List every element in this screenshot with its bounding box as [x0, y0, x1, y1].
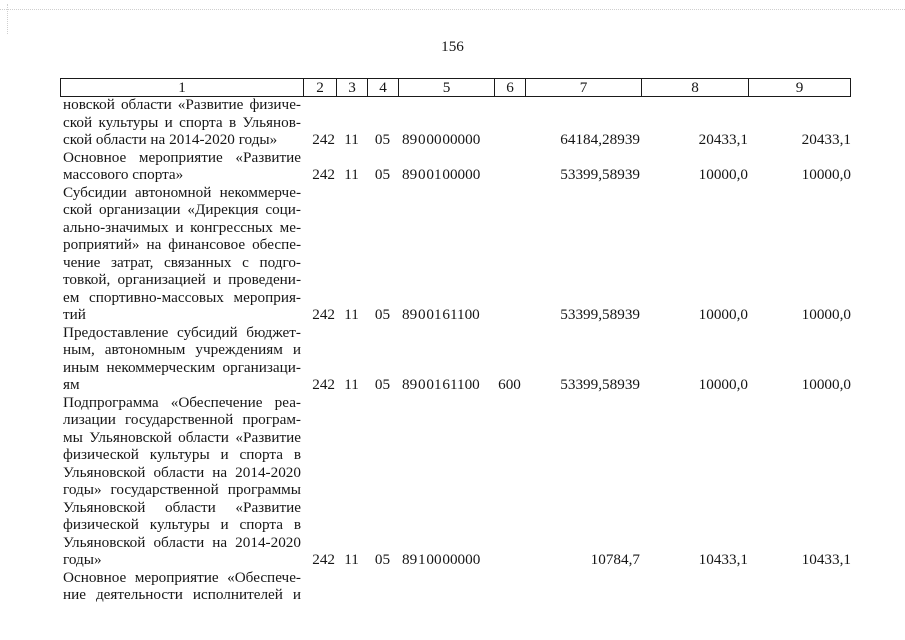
- description-line: лизации государственной програм-: [63, 411, 301, 428]
- column-5-cell: 89 0 01 61100: [402, 306, 480, 323]
- column-8-cell: 10000,0: [698, 376, 748, 393]
- column-7-cell: 53399,58939: [560, 166, 640, 183]
- scan-artifact-left: [7, 4, 8, 34]
- column-2-cell: 242: [312, 376, 335, 393]
- column-5-cell: 89 1 00 00000: [402, 551, 481, 568]
- description-line: физической культуры и спорта в: [63, 516, 301, 533]
- column-3-cell: 11: [344, 131, 359, 148]
- header-col-6: 6: [494, 78, 525, 97]
- column-8-cell: 20433,1: [698, 131, 748, 148]
- row-description: [60, 96, 303, 149]
- header-col-8: 8: [641, 78, 748, 97]
- header-col-9: 9: [748, 78, 851, 97]
- description-line: Ульяновской области на 2014-2020: [63, 533, 301, 551]
- description-line: роприятий» на финансовое обеспе-: [63, 236, 301, 253]
- column-4-cell: 05: [374, 376, 391, 393]
- description-line: ской области на 2014-2020 годы»: [63, 131, 278, 148]
- description-line: ской культуры и спорта в Ульянов-: [63, 113, 301, 131]
- column-9-cell: 10000,0: [801, 306, 851, 323]
- description-line: ние деятельности исполнителей и: [63, 586, 301, 603]
- description-line: Ульяновской области «Развитие: [63, 498, 301, 516]
- column-7-cell: 53399,58939: [560, 306, 640, 323]
- description-line: массового спорта»: [63, 166, 184, 183]
- table-row: [60, 184, 851, 324]
- column-4-cell: 05: [374, 131, 391, 148]
- row-description: [60, 324, 303, 394]
- column-6-cell: [494, 166, 525, 184]
- description-line: годы» государственной программы: [63, 481, 301, 498]
- column-3-cell: 11: [344, 306, 359, 323]
- scan-artifact-top: [0, 9, 905, 10]
- table-row: [60, 324, 851, 394]
- header-col-2: 2: [303, 78, 336, 97]
- column-3-cell: 11: [344, 166, 359, 183]
- column-6-cell: 600: [498, 376, 521, 393]
- column-3-cell: 11: [344, 551, 359, 568]
- column-5-cell: 89 0 00 00000: [402, 131, 481, 148]
- header-col-5: 5: [398, 78, 494, 97]
- description-line: мы Ульяновской области «Развитие: [63, 428, 301, 446]
- description-line: Предоставление субсидий бюджет-: [63, 323, 301, 341]
- column-9-cell: 10433,1: [801, 551, 851, 568]
- column-2-cell: 242: [312, 551, 335, 568]
- table-row: [60, 394, 851, 569]
- description-line: ным, автономным учреждениям и: [63, 341, 301, 358]
- column-2-cell: 242: [312, 166, 335, 183]
- description-line: Основное мероприятие «Развитие: [63, 148, 301, 166]
- column-3-cell: 11: [344, 376, 359, 393]
- header-col-4: 4: [367, 78, 398, 97]
- header-col-3: 3: [336, 78, 367, 97]
- description-line: Подпрограмма «Обеспечение реа-: [63, 393, 301, 411]
- description-line: товкой, организацией и проведени-: [63, 271, 301, 288]
- column-4-cell: 05: [374, 166, 391, 183]
- column-5-cell: 89 0 01 00000: [402, 166, 481, 183]
- description-line: Ульяновской области на 2014-2020: [63, 463, 301, 481]
- description-line: иным некоммерческим организаци-: [63, 358, 301, 376]
- description-line: тий: [63, 306, 86, 323]
- table-header: [60, 78, 851, 97]
- header-col-1: 1: [60, 78, 303, 97]
- column-6-cell: [494, 306, 525, 324]
- row-description: [60, 394, 303, 569]
- column-8-cell: 10000,0: [698, 306, 748, 323]
- column-4-cell: 05: [374, 551, 391, 568]
- column-2-cell: 242: [312, 306, 335, 323]
- description-line: ем спортивно-массовых мероприя-: [63, 288, 301, 306]
- column-2-cell: 242: [312, 131, 335, 148]
- description-line: физической культуры и спорта в: [63, 446, 301, 463]
- row-description: [60, 569, 303, 604]
- description-line: чение затрат, связанных с подго-: [63, 253, 301, 271]
- row-description: [60, 184, 303, 324]
- column-9-cell: 10000,0: [801, 166, 851, 183]
- column-9-cell: 20433,1: [801, 131, 851, 148]
- column-4-cell: 05: [374, 306, 391, 323]
- row-description: [60, 149, 303, 184]
- column-8-cell: 10000,0: [698, 166, 748, 183]
- column-7-cell: 64184,28939: [560, 131, 640, 148]
- description-line: годы»: [63, 551, 102, 568]
- column-7-cell: 53399,58939: [560, 376, 640, 393]
- table-row: [60, 149, 851, 184]
- table-body: [60, 96, 851, 604]
- column-7-cell: 10784,7: [590, 551, 640, 568]
- table-row: [60, 96, 851, 149]
- description-line: ской организации «Дирекция соци-: [63, 201, 301, 218]
- description-line: ально-значимых и конгрессных ме-: [63, 218, 301, 236]
- column-8-cell: 10433,1: [698, 551, 748, 568]
- column-6-cell: [494, 131, 525, 149]
- header-col-7: 7: [525, 78, 641, 97]
- table-row: [60, 569, 851, 604]
- column-9-cell: 10000,0: [801, 376, 851, 393]
- description-line: Субсидии автономной некоммерче-: [63, 183, 301, 201]
- description-line: ям: [63, 376, 80, 393]
- page-number: 156: [441, 38, 464, 55]
- description-line: новской области «Развитие физиче-: [63, 96, 301, 113]
- column-6-cell: [494, 551, 525, 569]
- description-line: Основное мероприятие «Обеспече-: [63, 568, 301, 586]
- column-5-cell: 89 0 01 61100: [402, 376, 480, 393]
